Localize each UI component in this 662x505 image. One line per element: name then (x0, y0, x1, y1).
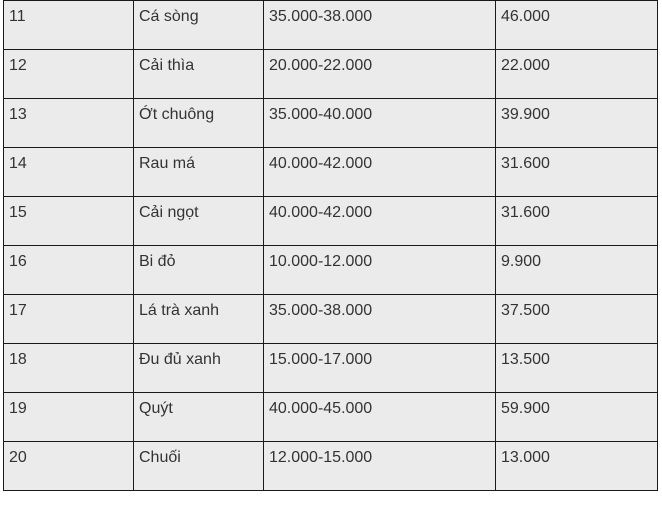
table-row (4, 50, 658, 99)
price-text: 22.000 (501, 57, 550, 74)
price-range-cell (264, 197, 496, 246)
product-name-text: Lá trà xanh (139, 302, 220, 319)
price-range-text: 40.000-42.000 (269, 204, 373, 221)
row-number-cell (4, 1, 134, 50)
product-name-text: Ớt chuông (139, 106, 215, 123)
row-number-text: 19 (9, 400, 27, 417)
product-name-text: Bi đỏ (139, 253, 176, 270)
price-text: 59.900 (501, 400, 550, 417)
product-name-text: Quýt (139, 400, 173, 417)
table-row (4, 148, 658, 197)
table-row (4, 442, 658, 491)
product-name-text: Chuối (139, 449, 181, 466)
table-row (4, 99, 658, 148)
product-name-cell (134, 295, 264, 344)
row-number-text: 15 (9, 204, 27, 221)
price-range-text: 40.000-42.000 (269, 155, 373, 172)
table-row (4, 393, 658, 442)
row-number-text: 20 (9, 449, 27, 466)
product-name-cell (134, 50, 264, 99)
product-name-text: Cá sòng (139, 8, 199, 25)
product-name-cell (134, 197, 264, 246)
price-range-cell (264, 393, 496, 442)
price-range-cell (264, 344, 496, 393)
price-text: 9.900 (501, 253, 542, 270)
price-range-text: 20.000-22.000 (269, 57, 373, 74)
row-number-text: 13 (9, 106, 27, 123)
price-cell (496, 99, 658, 148)
price-range-text: 12.000-15.000 (269, 449, 373, 466)
price-text: 39.900 (501, 106, 550, 123)
price-range-cell (264, 246, 496, 295)
row-number-cell (4, 442, 134, 491)
product-name-cell (134, 442, 264, 491)
row-number-text: 14 (9, 155, 27, 172)
price-range-cell (264, 50, 496, 99)
row-number-cell (4, 295, 134, 344)
price-text: 13.000 (501, 449, 550, 466)
price-text: 46.000 (501, 8, 550, 25)
row-number-cell (4, 197, 134, 246)
price-cell (496, 148, 658, 197)
row-number-cell (4, 148, 134, 197)
price-cell (496, 442, 658, 491)
price-range-cell (264, 148, 496, 197)
price-text: 31.600 (501, 204, 550, 221)
row-number-cell (4, 99, 134, 148)
product-name-cell (134, 246, 264, 295)
price-cell (496, 393, 658, 442)
price-range-cell (264, 442, 496, 491)
price-range-text: 15.000-17.000 (269, 351, 373, 368)
price-range-text: 35.000-38.000 (269, 8, 373, 25)
price-range-text: 35.000-38.000 (269, 302, 373, 319)
price-range-cell (264, 99, 496, 148)
row-number-text: 17 (9, 302, 27, 319)
price-text: 31.600 (501, 155, 550, 172)
price-table-body (4, 1, 658, 491)
table-row (4, 295, 658, 344)
price-cell (496, 246, 658, 295)
price-cell (496, 344, 658, 393)
price-text: 13.500 (501, 351, 550, 368)
row-number-cell (4, 50, 134, 99)
row-number-text: 11 (9, 8, 26, 25)
table-row (4, 197, 658, 246)
row-number-cell (4, 246, 134, 295)
product-name-cell (134, 393, 264, 442)
price-range-text: 10.000-12.000 (269, 253, 373, 270)
price-range-text: 35.000-40.000 (269, 106, 373, 123)
price-table-container (3, 0, 658, 491)
price-range-cell (264, 295, 496, 344)
row-number-cell (4, 393, 134, 442)
row-number-text: 18 (9, 351, 27, 368)
product-name-text: Cải thìa (139, 57, 195, 74)
product-name-cell (134, 148, 264, 197)
table-row (4, 344, 658, 393)
price-cell (496, 1, 658, 50)
row-number-cell (4, 344, 134, 393)
price-cell (496, 50, 658, 99)
product-name-cell (134, 344, 264, 393)
product-name-text: Đu đủ xanh (139, 351, 221, 368)
price-cell (496, 197, 658, 246)
row-number-text: 12 (9, 57, 27, 74)
product-name-text: Cải ngọt (139, 204, 199, 221)
price-text: 37.500 (501, 302, 550, 319)
price-range-cell (264, 1, 496, 50)
row-number-text: 16 (9, 253, 27, 270)
product-name-cell (134, 99, 264, 148)
product-name-text: Rau má (139, 155, 196, 172)
price-range-text: 40.000-45.000 (269, 400, 373, 417)
table-row (4, 1, 658, 50)
price-table (3, 0, 658, 491)
price-cell (496, 295, 658, 344)
table-row (4, 246, 658, 295)
product-name-cell (134, 1, 264, 50)
